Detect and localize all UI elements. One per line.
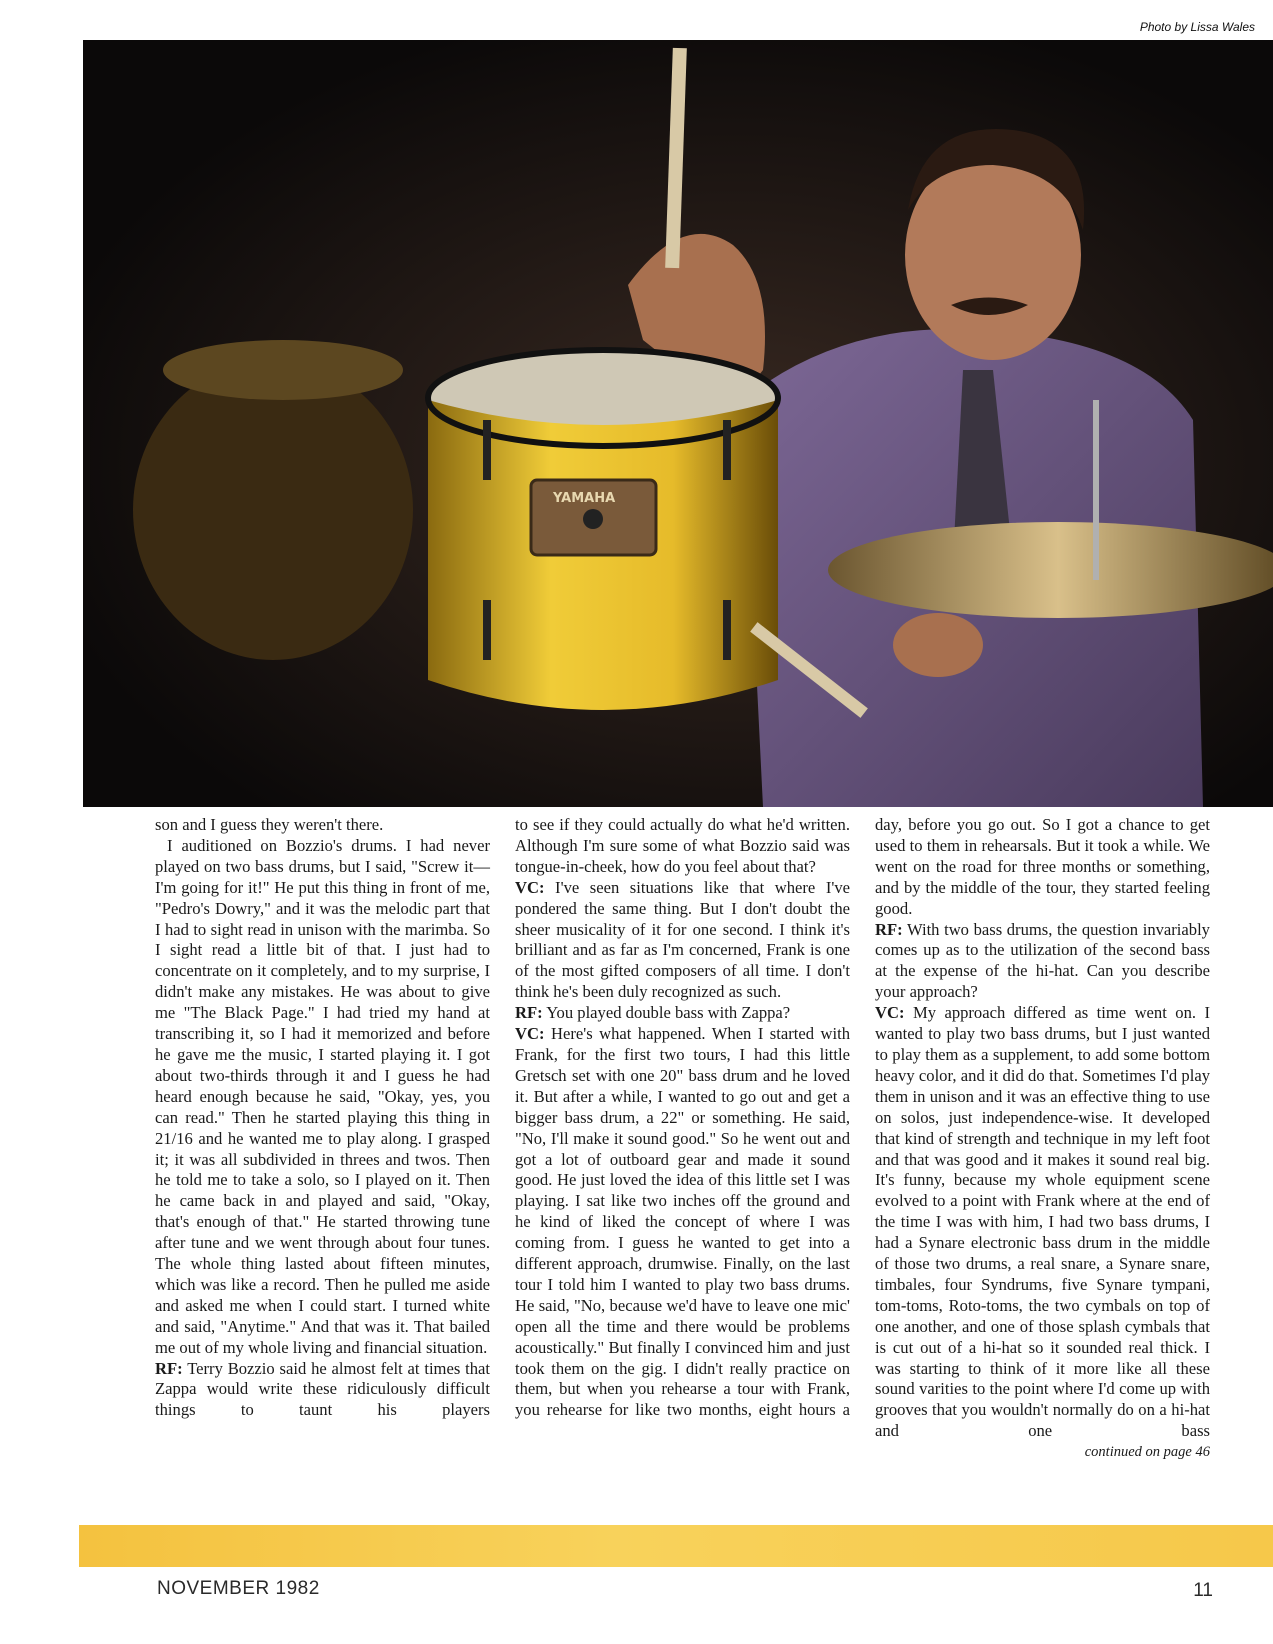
paragraph <box>875 815 1210 920</box>
paragraph-text: to see if they could actually do what he'd written. Although I'm sure some of what Bozzio said was tongue-in-cheek, how do you feel about that? <box>515 815 850 876</box>
paragraph-text: My approach differed as time went on. I wanted to play two bass drums, but I just wanted to play them as a supplement, to add some bottom heavy color, and it did do that. Sometimes I'd play them in unison and it was an effective thing to use on solos, just independence-wise. It developed that kind of strength and technique in my left foot and that was good and it makes it sound real big. It's funny, because my whole equipment scene evolved to a point with Frank where at the end of the time I was with him, I had two bass drums, I had a Synare electronic bass drum in the middle of those two drums, a real snare, a Synare snare, timbales, four Syndrums, five Synare tympani, tom-toms, Roto-toms, the two cymbals on top of one another, and one of those splash cymbals that is cut out of a hi-hat so it sounded real thick. I was starting to think of it more like all these sound varities to the point where I'd come up with grooves that you wouldn't normally do on a hi-hat and one bass <box>875 1003 1210 1441</box>
paragraph <box>515 1003 850 1024</box>
drum-badge-text: YAMAHA <box>553 491 616 506</box>
paragraph-text: son and I guess they weren't there. <box>155 815 384 834</box>
column-1 <box>155 815 490 1421</box>
paragraph-text: You played double bass with Zappa? <box>546 1003 791 1023</box>
column-3 <box>875 815 1210 1463</box>
paragraph-text: I've seen situations like that where I've pondered the same thing. But I don't doubt the sheer musicality of it for one second. I think it's brilliant and as far as I'm concerned, Frank is one of the most gifted composers of all time. I don't think he's been duly recognized as such. <box>515 877 850 1002</box>
paragraph <box>155 1359 490 1422</box>
photo-credit: Photo by Lissa Wales <box>1139 20 1255 34</box>
speaker-label: VC: <box>515 1024 545 1044</box>
paragraph <box>515 1024 850 1421</box>
page-number: 11 <box>1193 1580 1213 1601</box>
speaker-label: VC: <box>515 877 545 897</box>
speaker-label: RF: <box>155 1358 183 1378</box>
column-2 <box>515 815 850 1421</box>
paragraph-text: With two bass drums, the question invariably comes up as to the utilization of the second bass at the expense of the hi-hat. Can you describe your approach? <box>875 919 1210 1002</box>
paragraph <box>515 815 850 878</box>
speaker-label: RF: <box>515 1003 543 1023</box>
paragraph-text: Terry Bozzio said he almost felt at times that Zappa would write these ridiculously difficult things to taunt his players <box>155 1358 490 1420</box>
issue-date: NOVEMBER 1982 <box>157 1578 320 1599</box>
article-columns <box>155 815 1240 1523</box>
paragraph <box>155 836 490 1359</box>
continued-link[interactable]: continued on page 46 <box>1084 1444 1210 1461</box>
paragraph <box>875 1003 1210 1442</box>
speaker-label: VC: <box>875 1003 905 1023</box>
paragraph <box>515 878 850 1003</box>
paragraph <box>875 920 1210 1004</box>
paragraph <box>155 815 490 836</box>
speaker-label: RF: <box>875 919 903 939</box>
paragraph-text: I auditioned on Bozzio's drums. I had never played on two bass drums, but I said, "Screw it—I'm going for it!" He put this thing in front of me, "Pedro's Dowry," and it was the melodic part that I had to sight read in unison with the marimba. So I sight read a little bit of that. I just had to concentrate on it completely, and to my surprise, I didn't make any mistakes. He was about to give me "The Black Page." I had tried my hand at transcribing it, so I had it memorized and before he gave me the music, I started playing it. I got about two-thirds through it and I guess he had heard enough because he said, "Okay, yes, you can read." Then he started playing this thing in 21/16 and he wanted me to play along. I grasped it; it was all subdivided in threes and twos. Then he told me to take a solo, so I played on it. Then he came back in and played and said, "Okay, that's enough of that." He started throwing tune after tune and we went through about four tunes. The whole thing lasted about fifteen minutes, which was like a record. Then he pulled me aside and asked me when I could start. I turned white and said, "Anytime." And that was it. That bailed me out of my whole living and financial situation. <box>155 835 490 1357</box>
footer-color-band <box>79 1525 1273 1567</box>
drummer-photo <box>83 40 1273 807</box>
paragraph-text: Here's what happened. When I started with Frank, for the first two tours, I had this little Gretsch set with one 20" bass drum and he loved it. But after a while, I wanted to go out and get a bigger bass drum, a 22" or something. He said, "No, I'll make it sound good." So he went out and got a lot of outboard gear and made it sound good. He just loved the idea of this little set I was playing. I sat like two inches off the ground and he kind of liked the concept of where I was coming from. I guess he wanted to get into a different approach, drumwise. Finally, on the last tour I told him I wanted to play two bass drums. He said, "No, because we'd have to leave one mic' open all the time and there would be problems acoustically." But finally I convinced him and just took them on the gig. I didn't really practice on them, but when you rehearse a tour with Frank, you rehearse for like two months, eight hours a <box>515 1024 850 1420</box>
paragraph-text: day, before you go out. So I got a chance to get used to them in rehearsals. But it took a while. We went on the road for three months or something, and by the middle of the tour, they started feeling good. <box>875 815 1210 918</box>
